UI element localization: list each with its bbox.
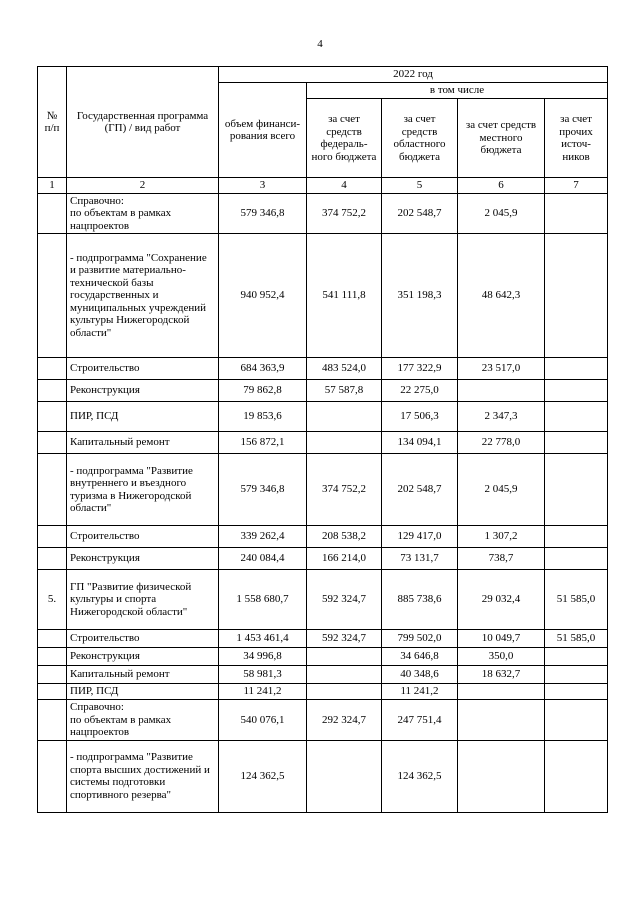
cell-name: Реконструкция <box>67 648 219 666</box>
header-year: 2022 год <box>219 67 608 83</box>
header-regional: за счет средств областного бюджета <box>382 99 458 178</box>
cell-federal: 541 111,8 <box>307 234 382 358</box>
cell-num <box>38 402 67 432</box>
column-index-row <box>38 178 608 194</box>
cell-num: 5. <box>38 570 67 630</box>
cell-local: 350,0 <box>458 648 545 666</box>
col-index: 2 <box>67 178 219 194</box>
cell-local: 23 517,0 <box>458 358 545 380</box>
table-row <box>38 666 608 684</box>
cell-local: 29 032,4 <box>458 570 545 630</box>
cell-num <box>38 548 67 570</box>
cell-other <box>545 526 608 548</box>
header-federal: за счет средств федераль-ного бюджета <box>307 99 382 178</box>
header-local: за счет средств местного бюджета <box>458 99 545 178</box>
table-row <box>38 648 608 666</box>
col-index: 4 <box>307 178 382 194</box>
cell-regional: 73 131,7 <box>382 548 458 570</box>
cell-regional: 40 348,6 <box>382 666 458 684</box>
cell-other <box>545 548 608 570</box>
col-index: 6 <box>458 178 545 194</box>
cell-other <box>545 740 608 812</box>
cell-federal <box>307 666 382 684</box>
table-row <box>38 630 608 648</box>
cell-federal <box>307 432 382 454</box>
cell-name: Справочно: по объектам в рамках нацпроектов <box>67 700 219 741</box>
cell-local: 18 632,7 <box>458 666 545 684</box>
cell-total: 240 084,4 <box>219 548 307 570</box>
cell-name: ПИР, ПСД <box>67 684 219 700</box>
cell-name: Строительство <box>67 358 219 380</box>
header-num: № п/п <box>38 67 67 178</box>
table-row <box>38 740 608 812</box>
col-index: 5 <box>382 178 458 194</box>
cell-federal: 57 587,8 <box>307 380 382 402</box>
cell-local <box>458 740 545 812</box>
cell-local: 1 307,2 <box>458 526 545 548</box>
cell-name: - подпрограмма "Развитие внутреннего и въездного туризма в Нижегородской области" <box>67 454 219 526</box>
cell-other <box>545 193 608 234</box>
cell-other <box>545 454 608 526</box>
cell-regional: 129 417,0 <box>382 526 458 548</box>
cell-name: ПИР, ПСД <box>67 402 219 432</box>
cell-other <box>545 700 608 741</box>
table-row <box>38 358 608 380</box>
cell-total: 1 453 461,4 <box>219 630 307 648</box>
cell-name: Строительство <box>67 526 219 548</box>
cell-total: 579 346,8 <box>219 193 307 234</box>
cell-regional: 177 322,9 <box>382 358 458 380</box>
cell-federal: 292 324,7 <box>307 700 382 741</box>
cell-regional: 22 275,0 <box>382 380 458 402</box>
cell-federal: 592 324,7 <box>307 570 382 630</box>
cell-num <box>38 648 67 666</box>
cell-num <box>38 234 67 358</box>
header-total: объем финанси-рования всего <box>219 83 307 178</box>
cell-local <box>458 684 545 700</box>
header-including: в том числе <box>307 83 608 99</box>
cell-other <box>545 234 608 358</box>
cell-federal <box>307 402 382 432</box>
cell-local: 10 049,7 <box>458 630 545 648</box>
page-number: 4 <box>317 38 323 50</box>
cell-name: Реконструкция <box>67 548 219 570</box>
cell-federal <box>307 684 382 700</box>
cell-total: 684 363,9 <box>219 358 307 380</box>
cell-num <box>38 630 67 648</box>
cell-total: 19 853,6 <box>219 402 307 432</box>
cell-regional: 885 738,6 <box>382 570 458 630</box>
cell-local: 2 347,3 <box>458 402 545 432</box>
cell-regional: 134 094,1 <box>382 432 458 454</box>
cell-total: 156 872,1 <box>219 432 307 454</box>
cell-total: 124 362,5 <box>219 740 307 812</box>
cell-federal <box>307 740 382 812</box>
cell-name: Строительство <box>67 630 219 648</box>
cell-total: 940 952,4 <box>219 234 307 358</box>
cell-num <box>38 358 67 380</box>
cell-total: 540 076,1 <box>219 700 307 741</box>
cell-num <box>38 684 67 700</box>
cell-regional: 11 241,2 <box>382 684 458 700</box>
cell-total: 339 262,4 <box>219 526 307 548</box>
cell-other <box>545 432 608 454</box>
table-row <box>38 380 608 402</box>
financing-table <box>37 66 608 813</box>
cell-federal: 374 752,2 <box>307 454 382 526</box>
col-index: 7 <box>545 178 608 194</box>
col-index: 1 <box>38 178 67 194</box>
table-row <box>38 526 608 548</box>
cell-num <box>38 666 67 684</box>
cell-other <box>545 684 608 700</box>
cell-regional: 202 548,7 <box>382 454 458 526</box>
cell-num <box>38 740 67 812</box>
table-row <box>38 234 608 358</box>
table-row <box>38 402 608 432</box>
cell-name: Справочно: по объектам в рамках нацпроектов <box>67 193 219 234</box>
cell-total: 1 558 680,7 <box>219 570 307 630</box>
cell-num <box>38 380 67 402</box>
cell-federal: 208 538,2 <box>307 526 382 548</box>
table-row <box>38 684 608 700</box>
cell-total: 79 862,8 <box>219 380 307 402</box>
cell-other <box>545 402 608 432</box>
cell-other: 51 585,0 <box>545 630 608 648</box>
cell-regional: 247 751,4 <box>382 700 458 741</box>
cell-regional: 799 502,0 <box>382 630 458 648</box>
cell-name: Капитальный ремонт <box>67 666 219 684</box>
cell-federal: 166 214,0 <box>307 548 382 570</box>
table-body <box>38 193 608 812</box>
cell-federal: 374 752,2 <box>307 193 382 234</box>
cell-federal: 592 324,7 <box>307 630 382 648</box>
col-index: 3 <box>219 178 307 194</box>
cell-other <box>545 666 608 684</box>
cell-name: ГП "Развитие физической культуры и спорта Нижегородской области" <box>67 570 219 630</box>
cell-local: 22 778,0 <box>458 432 545 454</box>
cell-local <box>458 380 545 402</box>
cell-num <box>38 432 67 454</box>
cell-name: - подпрограмма "Сохранение и развитие материально-технической базы государственных и муниципальных учреждений культуры Нижегородской области" <box>67 234 219 358</box>
table-row <box>38 454 608 526</box>
cell-regional: 17 506,3 <box>382 402 458 432</box>
cell-regional: 351 198,3 <box>382 234 458 358</box>
cell-local: 2 045,9 <box>458 454 545 526</box>
cell-other <box>545 648 608 666</box>
cell-name: - подпрограмма "Развитие спорта высших достижений и системы подготовки спортивного резерва" <box>67 740 219 812</box>
cell-other: 51 585,0 <box>545 570 608 630</box>
cell-regional: 34 646,8 <box>382 648 458 666</box>
cell-regional: 124 362,5 <box>382 740 458 812</box>
cell-total: 579 346,8 <box>219 454 307 526</box>
cell-total: 58 981,3 <box>219 666 307 684</box>
cell-total: 11 241,2 <box>219 684 307 700</box>
table-row <box>38 548 608 570</box>
cell-federal: 483 524,0 <box>307 358 382 380</box>
cell-other <box>545 380 608 402</box>
table-row <box>38 700 608 741</box>
cell-regional: 202 548,7 <box>382 193 458 234</box>
cell-total: 34 996,8 <box>219 648 307 666</box>
header-program: Государственная программа (ГП) / вид работ <box>67 67 219 178</box>
cell-num <box>38 193 67 234</box>
cell-federal <box>307 648 382 666</box>
cell-num <box>38 526 67 548</box>
cell-local: 48 642,3 <box>458 234 545 358</box>
cell-num <box>38 700 67 741</box>
cell-other <box>545 358 608 380</box>
cell-local: 2 045,9 <box>458 193 545 234</box>
cell-local <box>458 700 545 741</box>
cell-num <box>38 454 67 526</box>
cell-name: Реконструкция <box>67 380 219 402</box>
cell-name: Капитальный ремонт <box>67 432 219 454</box>
table-row <box>38 432 608 454</box>
header-other: за счет прочих источ-ников <box>545 99 608 178</box>
table-row <box>38 570 608 630</box>
cell-local: 738,7 <box>458 548 545 570</box>
table-row <box>38 193 608 234</box>
